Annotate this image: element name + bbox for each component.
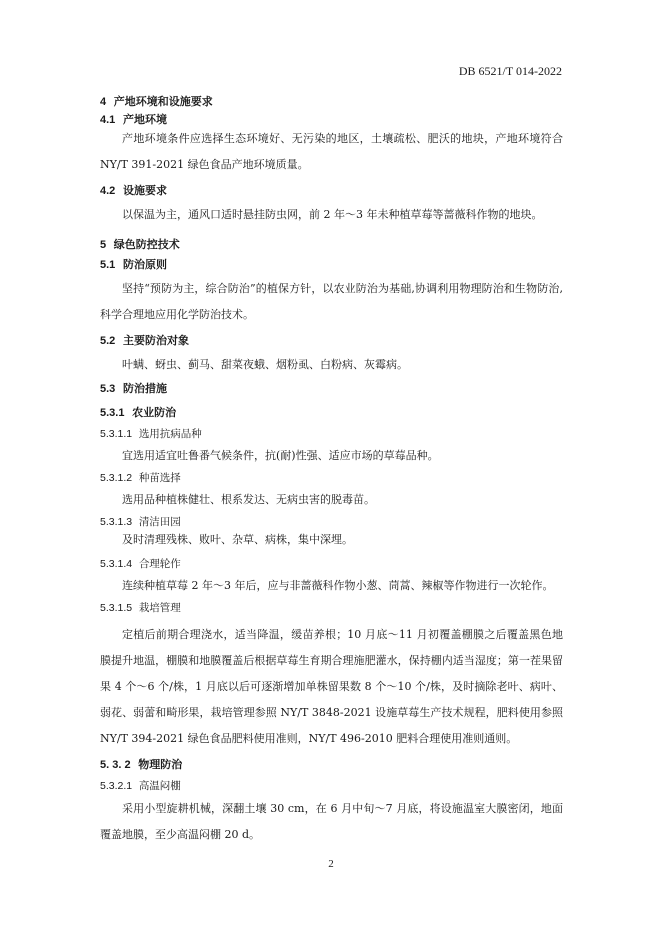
heading-number: 5. 3. 2 (100, 759, 131, 771)
heading-number: 5.1 (100, 259, 116, 271)
heading-title: 产地环境和设施要求 (113, 95, 213, 108)
heading-5-3-1-2 (100, 470, 563, 485)
heading-title: 物理防治 (138, 758, 183, 771)
heading-title: 设施要求 (122, 184, 167, 197)
heading-number: 5.3.2.1 (100, 780, 133, 792)
heading-title: 清洁田园 (138, 516, 181, 528)
heading-number: 5 (100, 239, 107, 251)
heading-5-2 (100, 332, 563, 348)
paragraph-4-2: 以保温为主，通风口适时悬挂防虫网，前 2 年～3 年未种植草莓等蔷薇科作物的地块。 (122, 208, 543, 221)
heading-title: 产地环境 (122, 113, 167, 126)
heading-4-2 (100, 182, 563, 198)
paragraph-5-2: 叶螨、蚜虫、蓟马、甜菜夜蛾、烟粉虱、白粉病、灰霉病。 (122, 358, 408, 371)
heading-number: 5.3 (100, 383, 116, 395)
paragraph-5-3-2-1: 采用小型旋耕机械，深翻土壤 30 cm，在 6 月中旬～7 月底，将设施温室大膜密闭，地面覆盖地膜，至少高温闷棚 20 d。 (100, 802, 563, 841)
paragraph-5-3-1-2: 选用品种植株健壮、根系发达、无病虫害的脱毒苗。 (122, 493, 375, 506)
heading-number: 4.1 (100, 114, 116, 126)
heading-number: 5.3.1.2 (100, 472, 133, 484)
heading-number: 5.3.1.4 (100, 558, 133, 570)
heading-number: 4 (100, 96, 107, 108)
heading-5-1 (100, 256, 563, 272)
heading-number: 5.3.1 (100, 407, 125, 419)
heading-number: 5.3.1.3 (100, 516, 133, 528)
heading-number: 4.2 (100, 185, 116, 197)
heading-number: 5.3.1.5 (100, 602, 133, 614)
paragraph-4-1: 产地环境条件应选择生态环境好、无污染的地区，土壤疏松、肥沃的地块，产地环境符合 NY/T 391-2021 绿色食品产地环境质量。 (100, 132, 563, 171)
heading-title: 防治原则 (122, 258, 167, 271)
paragraph-5-3-1-1: 宜选用适宜吐鲁番气候条件，抗(耐)性强、适应市场的草莓品种。 (122, 449, 439, 462)
heading-5-3-1-1 (100, 426, 563, 441)
paragraph-5-3-1-4: 连续种植草莓 2 年～3 年后，应与非蔷薇科作物小葱、茼蒿、辣椒等作物进行一次轮作。 (122, 579, 554, 592)
heading-4-1 (100, 111, 563, 127)
heading-5-3-2 (100, 756, 563, 772)
heading-4 (100, 93, 563, 109)
heading-title: 绿色防控技术 (113, 238, 180, 251)
heading-5-3-1-3 (100, 514, 563, 529)
heading-title: 防治措施 (122, 382, 167, 395)
paragraph-5-3-1-3: 及时清理残株、败叶、杂草、病株，集中深埋。 (122, 533, 353, 546)
heading-number: 5.3.1.1 (100, 428, 133, 440)
heading-title: 种苗选择 (138, 472, 181, 484)
heading-5 (100, 236, 563, 252)
heading-5-3-1-5 (100, 600, 563, 615)
heading-number: 5.2 (100, 335, 116, 347)
heading-5-3-1 (100, 404, 563, 420)
page-number: 2 (328, 858, 334, 870)
paragraph-5-3-1-5: 定植后前期合理浇水，适当降温，缓苗养根；10 月底～11 月初覆盖棚膜之后覆盖黑色地膜提升地温，棚膜和地膜覆盖后根据草莓生育期合理施肥灌水，保持棚内适当湿度；第一茬果留果 4 个～6 个/株，1 月底以后可逐渐增加单株留果数 8 个～10 个/株，及时摘除老叶、病叶、弱花、弱蕾和畸形果，栽培管理参照 NY/T 3848-2021 设施草莓生产技术规程，肥料使用参照 NY/T 394-2021 绿色食品肥料使用准则，NY/T 496-2010 肥料合理使用准则通则。 (100, 628, 563, 745)
heading-5-3-1-4 (100, 556, 563, 571)
document-code: DB 6521/T 014-2022 (458, 64, 562, 78)
heading-title: 主要防治对象 (122, 334, 189, 347)
heading-title: 栽培管理 (138, 602, 181, 614)
heading-title: 选用抗病品种 (138, 428, 202, 440)
heading-title: 合理轮作 (138, 558, 181, 570)
heading-5-3 (100, 380, 563, 396)
heading-title: 农业防治 (132, 406, 177, 419)
heading-title: 高温闷棚 (138, 780, 181, 792)
paragraph-5-1: 坚持“预防为主，综合防治”的植保方针，以农业防治为基础,协调利用物理防治和生物防治,科学合理地应用化学防治技术。 (100, 282, 563, 321)
heading-5-3-2-1 (100, 778, 563, 793)
